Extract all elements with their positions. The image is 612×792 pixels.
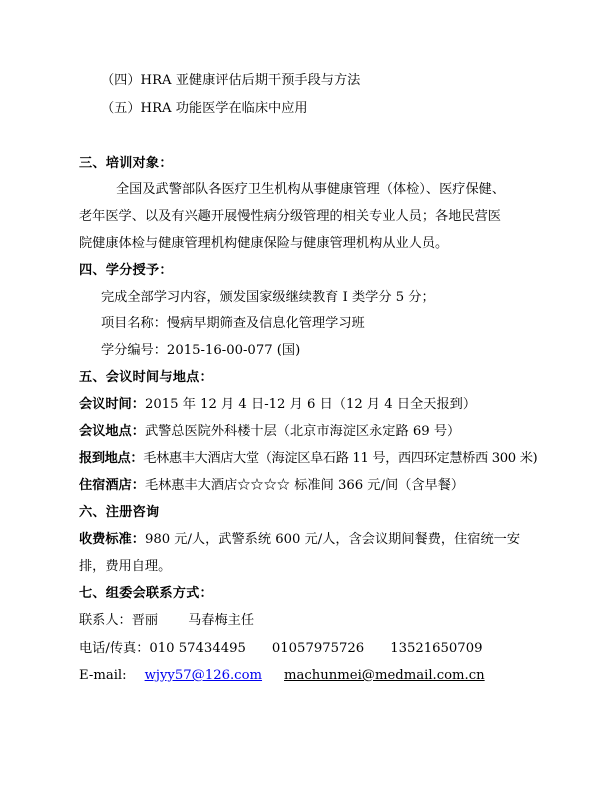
email-link-1[interactable]: wjyy57@126.com: [144, 668, 263, 683]
meeting-venue-row: [79, 424, 460, 440]
hotel-value: 毛林惠丰大酒店☆☆☆☆ 标准间 366 元/间（含早餐）: [144, 478, 465, 493]
item-5: （五）HRA 功能医学在临床中应用: [101, 101, 308, 116]
credit-number-line: 学分编号：2015-16-00-077 (国): [101, 343, 301, 358]
meeting-venue-label: 会议地点：: [79, 424, 145, 439]
hotel-row: [79, 478, 464, 494]
meeting-time-value: 2015 年 12 月 4 日-12 月 6 日（12 月 4 日全天报到）: [144, 397, 477, 412]
section-3-body-line-1: 全国及武警部队各医疗卫生机构从事健康管理（体检）、医疗保健、: [116, 182, 506, 197]
section-6-heading: 六、注册咨询: [79, 505, 160, 520]
checkin-value: 毛林惠丰大酒店大堂（海淀区阜石路 11 号，西四环定慧桥西 300 米): [143, 451, 538, 466]
section-3-body-line-3: 院健康体检与健康管理机构健康保险与健康管理机构从业人员。: [79, 236, 449, 251]
fee-value-line-2: 排，费用自理。: [79, 559, 172, 574]
phone-label: 电话/传真：: [79, 641, 150, 656]
phone-row: [79, 641, 482, 657]
phone-number-3: 13521650709: [390, 641, 483, 656]
contact-person-2: 马春梅主任: [188, 613, 255, 628]
fee-label: 收费标准：: [79, 532, 145, 547]
credit-line: 完成全部学习内容，颁发国家级继续教育 I 类学分 5 分；: [101, 290, 435, 305]
section-3-body-line-2: 老年医学、以及有兴趣开展慢性病分级管理的相关专业人员；各地民营医: [79, 209, 501, 224]
contact-person-row: [79, 613, 254, 629]
project-name-line: 项目名称：慢病早期筛查及信息化管理学习班: [101, 316, 365, 331]
meeting-time-label: 会议时间：: [79, 397, 145, 412]
item-4: （四）HRA 亚健康评估后期干预手段与方法: [101, 73, 361, 88]
email-link-2[interactable]: machunmei@medmail.com.cn: [284, 668, 485, 683]
hotel-label: 住宿酒店：: [79, 478, 145, 493]
contact-person-1: 晋丽: [131, 613, 159, 628]
section-5-heading: 五、会议时间与地点：: [79, 370, 213, 385]
email-row: [79, 668, 485, 684]
checkin-row: [79, 451, 537, 467]
phone-number-1: 010 57434495: [149, 641, 246, 656]
fee-value-line-1: 980 元/人，武警系统 600 元/人，含会议期间餐费，住宿统一安: [144, 532, 521, 547]
section-4-heading: 四、学分授予：: [79, 263, 173, 278]
section-3-heading: 三、培训对象：: [79, 156, 173, 171]
meeting-venue-value: 武警总医院外科楼十层（北京市海淀区永定路 69 号）: [144, 424, 461, 439]
phone-number-2: 01057975726: [271, 641, 365, 656]
checkin-label: 报到地点：: [79, 451, 144, 466]
fee-row: [79, 532, 520, 548]
contact-label: 联系人：: [79, 613, 132, 628]
meeting-time-row: [79, 397, 476, 413]
section-7-heading: 七、组委会联系方式：: [79, 586, 213, 601]
email-label: E-mail:: [79, 668, 127, 683]
